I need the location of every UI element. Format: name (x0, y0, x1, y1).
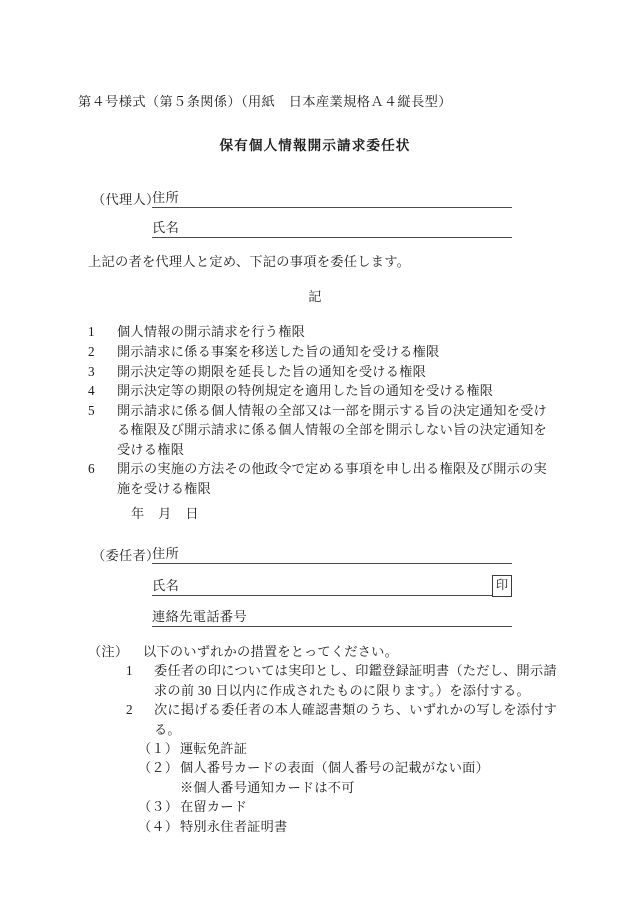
document-marker: （４） (138, 818, 179, 834)
document-marker: （３） (138, 799, 179, 815)
list-item (138, 758, 558, 777)
document-marker: （２） (138, 760, 179, 776)
list-item (88, 342, 548, 361)
list-item (138, 739, 558, 758)
authority-number: 3 (88, 363, 95, 379)
agent-name-rule[interactable] (179, 221, 512, 238)
consignor-address-field[interactable] (152, 545, 512, 564)
authority-number: 6 (88, 461, 95, 477)
delegation-statement: 上記の者を代理人と定め、下記の事項を委任します。 (88, 254, 411, 269)
document-text: 個人番号カードの表面（個人番号の記載がない面） (180, 760, 490, 776)
ki-mark: 記 (308, 289, 322, 304)
asterisk-note: ※個人番号通知カードは不可 (180, 779, 355, 795)
consignor-name-label: 氏名 (152, 578, 179, 596)
page-title: 保有個人情報開示請求委任状 (219, 138, 411, 153)
consignor-address-label: 住所 (152, 546, 179, 564)
consignor-address-rule[interactable] (179, 547, 512, 564)
note-text: 委任者の印については実印とし、印鑑登録証明書（ただし、開示請求の前 30 日以内に作成されたものに限ります。）を添付する。 (154, 663, 557, 698)
consignor-party-tag: （委任者） (92, 548, 160, 563)
consignor-phone-rule[interactable] (247, 610, 512, 627)
agent-address-rule[interactable] (179, 191, 512, 208)
date-line[interactable]: 年 月 日 (131, 506, 199, 521)
agent-address-field[interactable] (152, 189, 512, 208)
form-header: 第４号様式（第５条関係）（用紙 日本産業規格Ａ４縦長型） (78, 94, 452, 109)
agent-name-field[interactable] (152, 219, 512, 238)
authority-text: 開示決定等の期限を延長した旨の通知を受ける権限 (117, 363, 427, 379)
authority-list (88, 322, 548, 498)
authority-number: 5 (88, 403, 95, 419)
authority-text: 開示の実施の方法その他政令で定める事項を申し出る権限及び開示の実施を受ける権限 (117, 461, 547, 496)
list-item (88, 362, 548, 381)
note-number: 1 (126, 663, 133, 679)
authority-number: 2 (88, 343, 95, 359)
notes-tag: （注） (88, 644, 129, 659)
note-number: 2 (126, 702, 133, 718)
list-item (88, 401, 548, 459)
consignor-name-rule[interactable] (179, 579, 512, 596)
consignor-name-field[interactable] (152, 577, 512, 596)
document-marker: （１） (138, 741, 179, 757)
authority-number: 1 (88, 324, 95, 339)
authority-text: 個人情報の開示請求を行う権限 (117, 324, 306, 339)
authority-text: 開示請求に係る個人情報の全部又は一部を開示する旨の決定通知を受ける権限及び開示請求に係る個人情報の全部を開示しない旨の決定通知を受ける権限 (117, 403, 547, 457)
authority-text: 開示決定等の期限の特例規定を適用した旨の通知を受ける権限 (117, 383, 494, 399)
list-item (88, 381, 548, 400)
list-item (138, 817, 558, 836)
document-text: 運転免許証 (180, 741, 248, 757)
agent-name-label: 氏名 (152, 220, 179, 238)
seal-stamp-box[interactable]: 印 (492, 575, 512, 597)
list-item (126, 661, 558, 700)
document-text: 在留カード (180, 799, 248, 815)
notes-intro-text: 以下のいずれかの措置をとってください。 (143, 644, 399, 659)
list-item (126, 700, 558, 739)
consignor-phone-label: 連絡先電話番号 (152, 609, 247, 627)
authority-text: 開示請求に係る事案を移送した旨の通知を受ける権限 (117, 343, 440, 359)
note-text: 次に掲げる委任者の本人確認書類のうち、いずれかの写しを添付する。 (154, 702, 558, 737)
consignor-phone-field[interactable] (152, 608, 512, 627)
list-item (138, 797, 558, 816)
authority-number: 4 (88, 383, 95, 399)
agent-address-label: 住所 (152, 190, 179, 208)
list-item (88, 322, 548, 341)
list-item (88, 459, 548, 497)
notes-intro-row (88, 642, 558, 661)
notes-section (88, 642, 558, 836)
document-text: 特別永住者証明書 (180, 818, 288, 834)
agent-party-tag: （代理人） (92, 192, 160, 207)
